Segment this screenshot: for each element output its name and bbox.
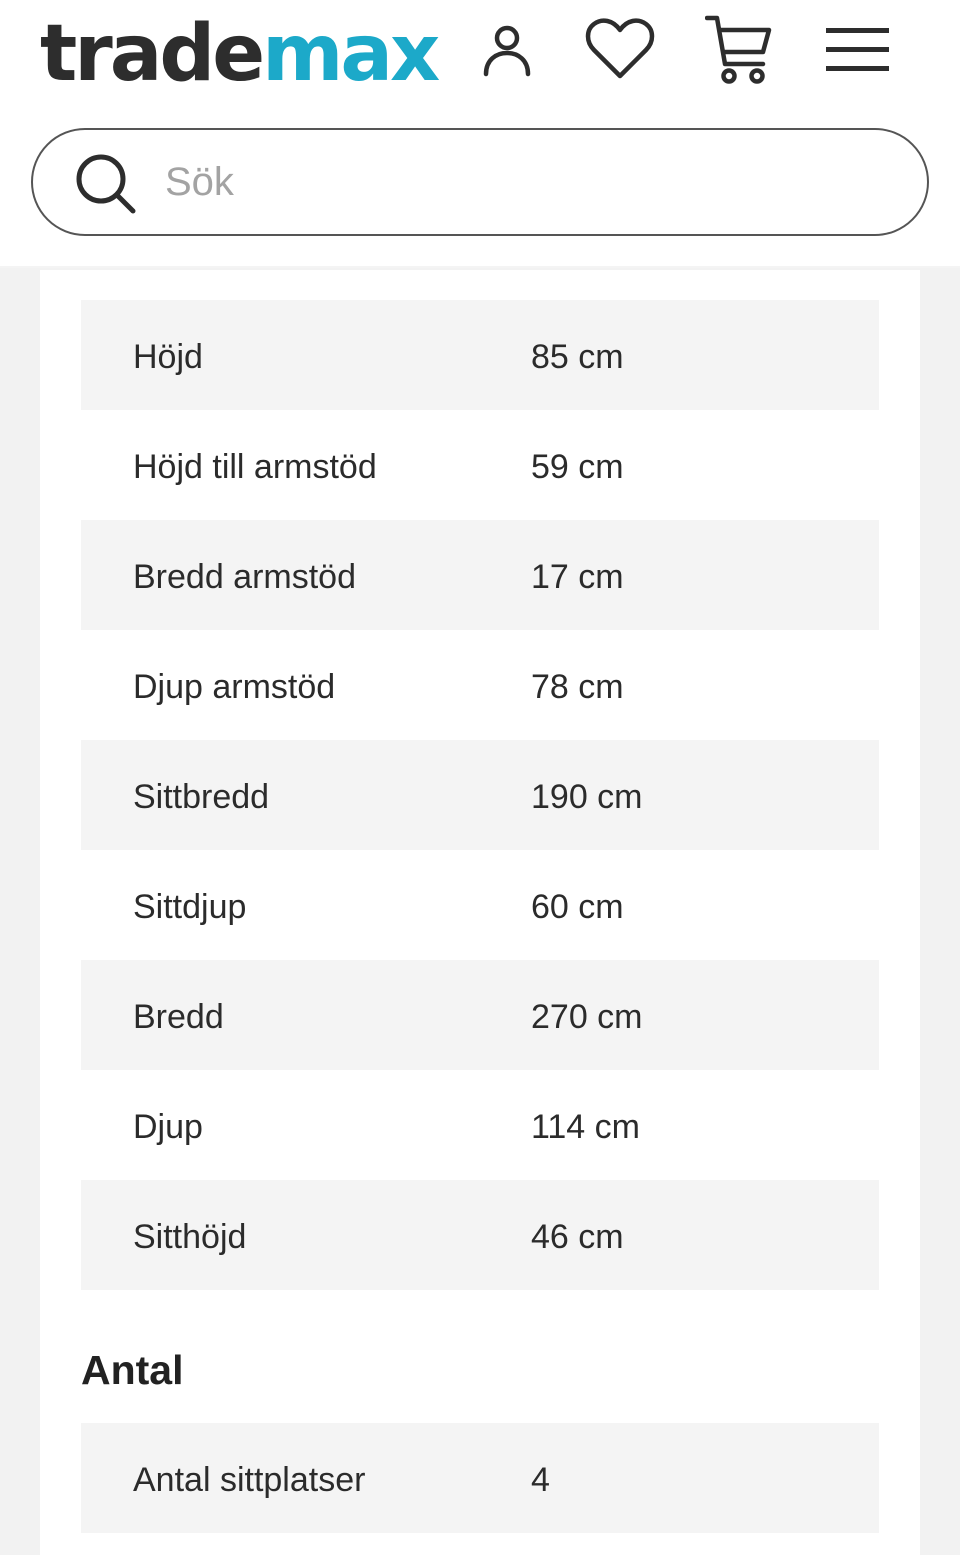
spec-label: Höjd till armstöd xyxy=(133,448,377,486)
cart-icon[interactable] xyxy=(705,14,773,86)
logo-text-max: max xyxy=(262,9,438,99)
spec-value: 46 cm xyxy=(531,1218,624,1256)
dimensions-table xyxy=(81,300,879,1290)
user-icon[interactable] xyxy=(478,22,536,80)
search-input[interactable] xyxy=(165,148,865,216)
table-row xyxy=(81,520,879,630)
spec-label: Höjd xyxy=(133,338,203,376)
heart-icon[interactable] xyxy=(585,18,655,82)
table-row xyxy=(81,1180,879,1290)
table-row xyxy=(81,300,879,410)
spec-value: 4 xyxy=(531,1461,550,1499)
spec-label: Sittbredd xyxy=(133,778,270,816)
table-row xyxy=(81,1423,879,1533)
search-icon[interactable] xyxy=(73,151,139,222)
hamburger-menu-icon[interactable] xyxy=(826,26,890,74)
spec-label: Djup armstöd xyxy=(133,668,336,706)
table-row xyxy=(81,740,879,850)
spec-value: 59 cm xyxy=(531,448,624,486)
spec-value: 190 cm xyxy=(531,778,643,816)
spec-value: 78 cm xyxy=(531,668,624,706)
spec-label: Bredd xyxy=(133,998,224,1036)
search-bar[interactable] xyxy=(31,128,929,236)
table-row xyxy=(81,630,879,740)
table-row xyxy=(81,850,879,960)
spec-value: 17 cm xyxy=(531,558,624,596)
section-title-antal: Antal xyxy=(81,1347,184,1393)
spec-value: 60 cm xyxy=(531,888,624,926)
antal-table xyxy=(81,1423,879,1533)
site-header xyxy=(0,0,960,268)
table-row xyxy=(81,410,879,520)
spec-label: Djup xyxy=(133,1108,203,1146)
spec-label: Bredd armstöd xyxy=(133,558,356,596)
spec-label: Sitthöjd xyxy=(133,1218,247,1256)
logo-text-trade: trade xyxy=(40,9,263,99)
spec-label: Sittdjup xyxy=(133,888,247,926)
product-specifications-panel xyxy=(40,270,920,1555)
spec-value: 85 cm xyxy=(531,338,624,376)
spec-value: 270 cm xyxy=(531,998,643,1036)
table-row xyxy=(81,960,879,1070)
spec-value: 114 cm xyxy=(531,1108,640,1146)
spec-label: Antal sittplatser xyxy=(133,1461,366,1499)
table-row xyxy=(81,1070,879,1180)
trademax-logo[interactable] xyxy=(40,4,437,104)
